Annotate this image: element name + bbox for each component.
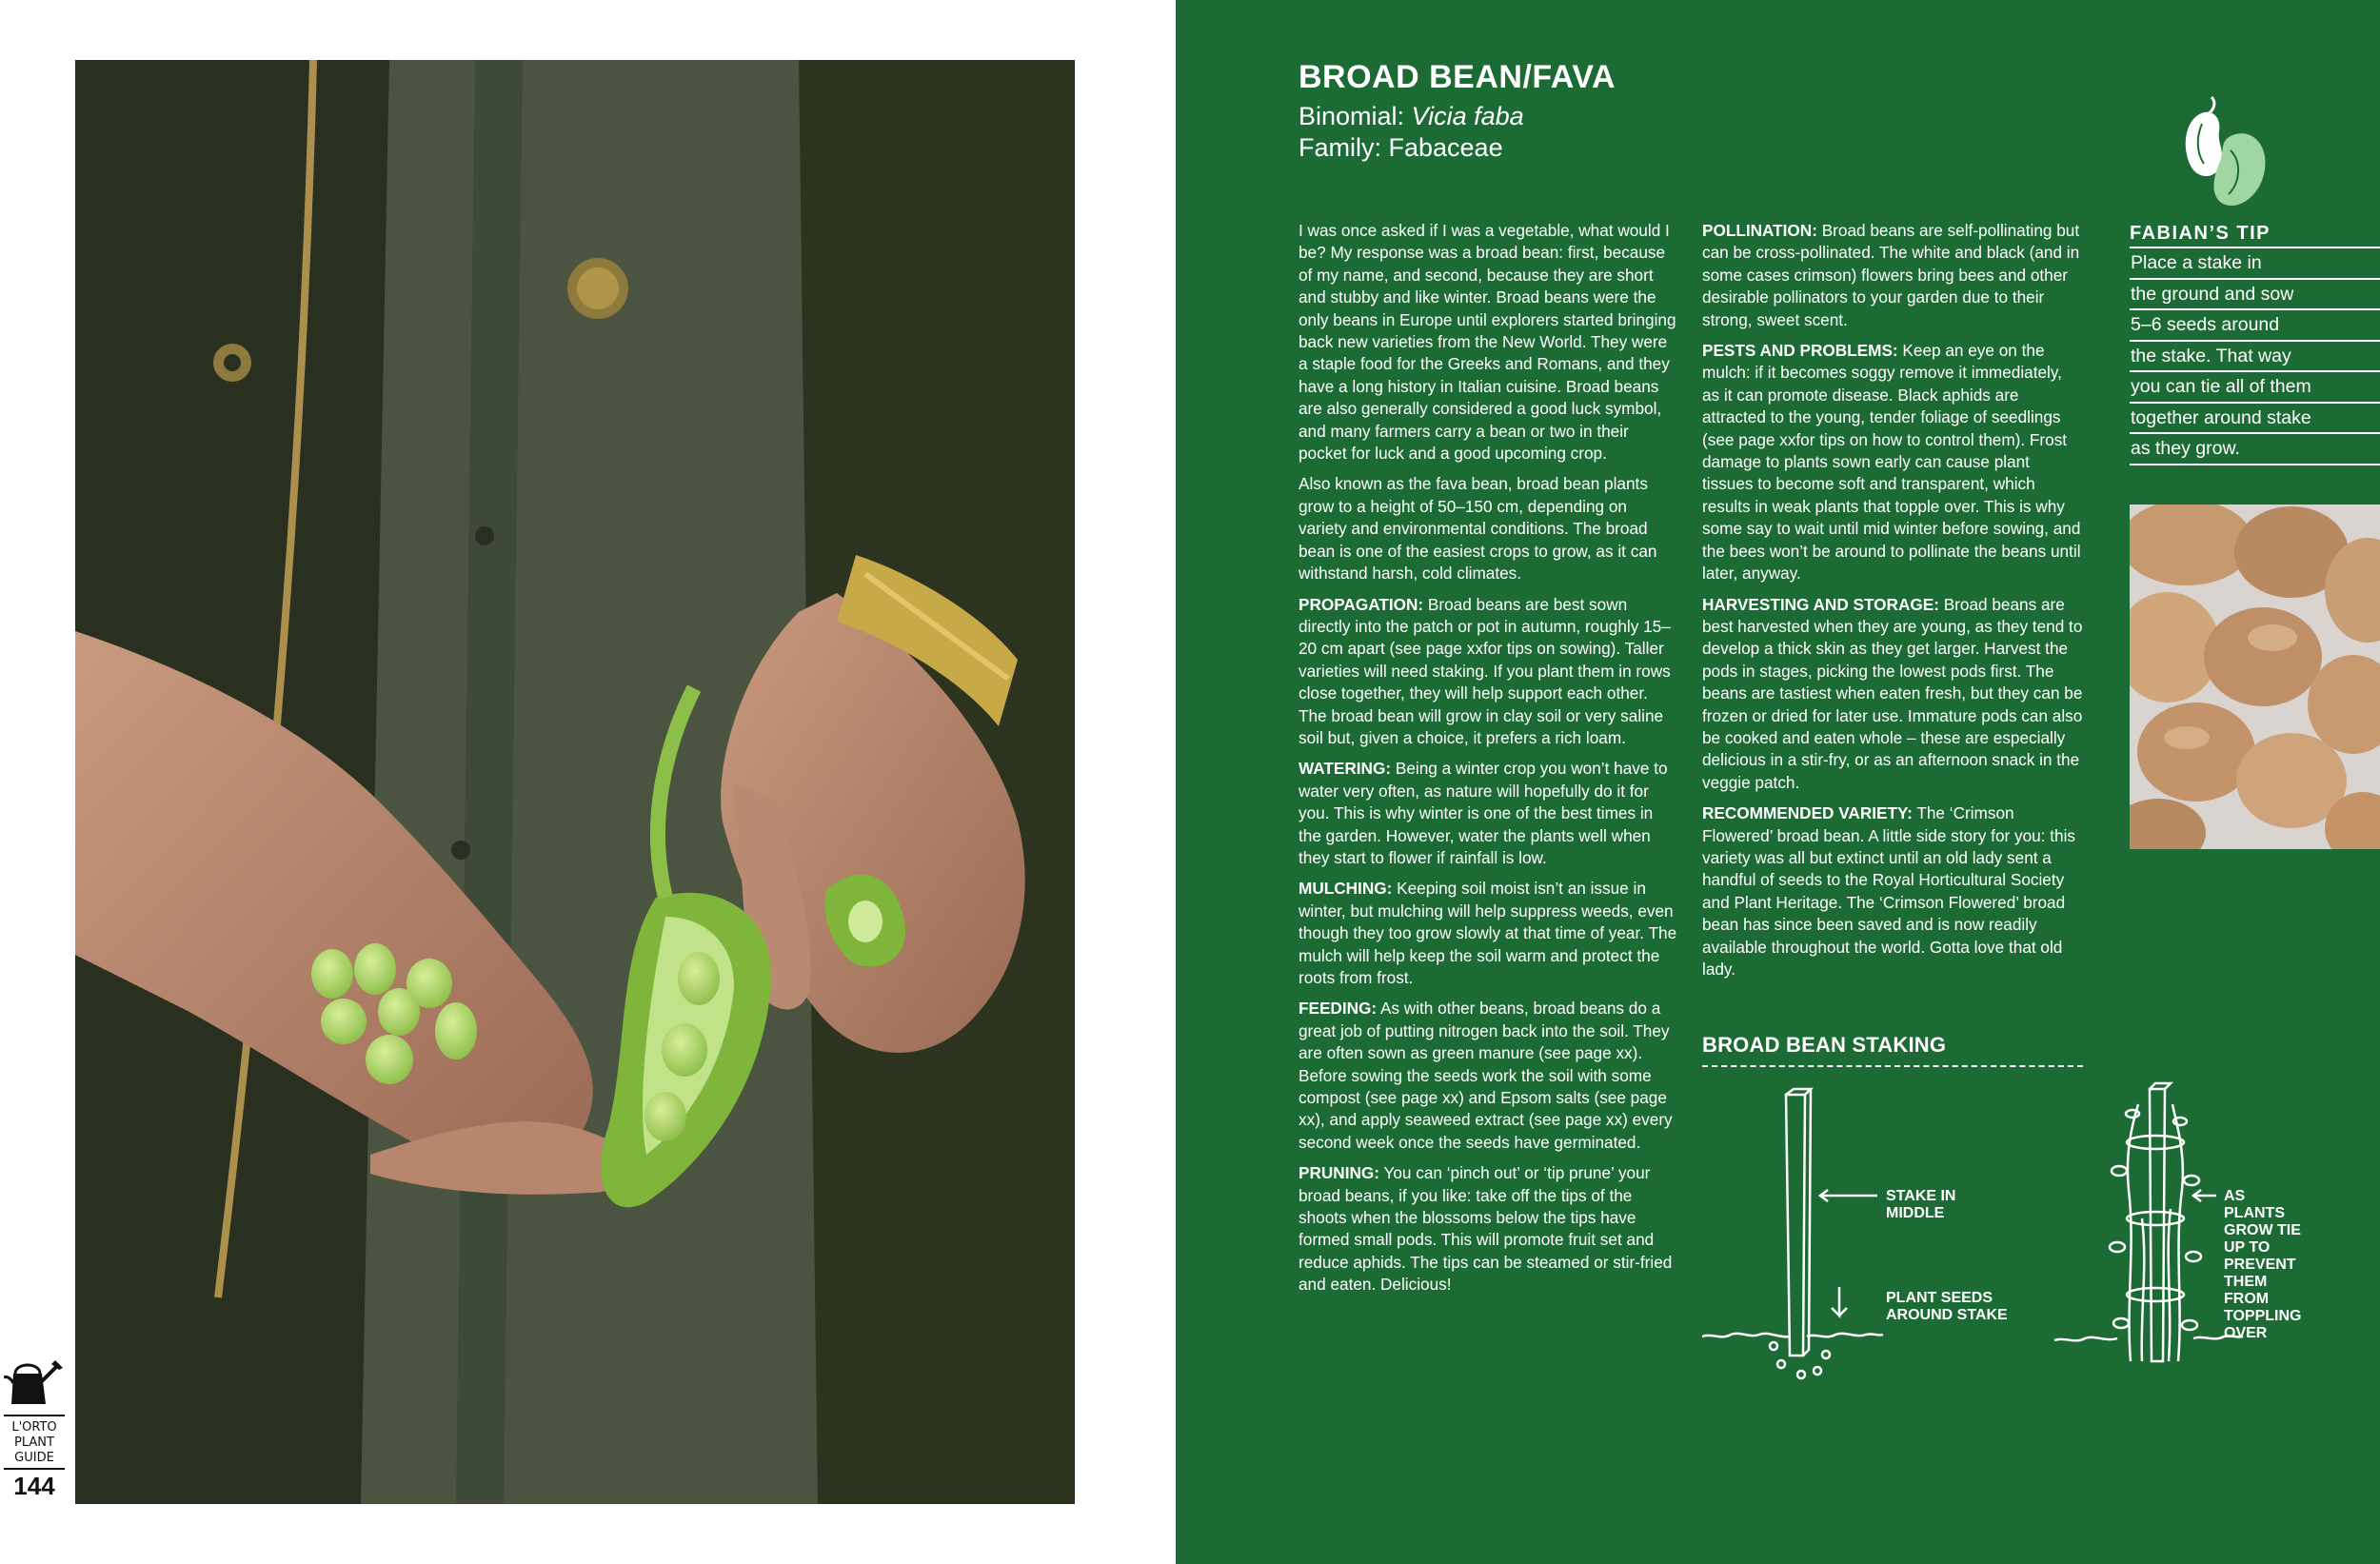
family-line: Family: Fabaceae <box>1299 133 1503 162</box>
pests-paragraph <box>1702 340 2083 584</box>
dried-broad-beans-photo <box>2130 505 2380 849</box>
tip-line: the ground and sow <box>2130 281 2380 311</box>
tip-line: the stake. That way <box>2130 343 2380 373</box>
section-label: PROPAGATION: <box>1299 594 1424 614</box>
feeding-paragraph <box>1299 998 1679 1154</box>
section-text: As with other beans, broad beans do a great job of putting nitrogen back into the soil. They are often sown as green manure (see page xx). Before sowing the seeds work the soil with some compost (see page xx) and Epsom salts (see page xx), and apply seaweed extract (see page xx) every second week once the seeds have germinated. <box>1299 999 1673 1152</box>
label-line: STAKE IN <box>1886 1188 1956 1204</box>
section-label: FEEDING: <box>1299 999 1378 1019</box>
text-column-1 <box>1299 220 1679 1305</box>
section-label: WATERING: <box>1299 759 1392 779</box>
binomial-line <box>1299 101 1524 132</box>
book-footer <box>4 1356 65 1501</box>
binomial-name: Vicia faba <box>1411 102 1524 130</box>
binomial-label: Binomial: <box>1299 102 1405 130</box>
intro-paragraph: I was once asked if I was a vegetable, what would I be? My response was a broad bean: first, because of my name, and second, because they are short and stubby and like winter. Broad beans were the only beans in Europe until explorers started bringing back new varieties from the New World. They were a staple food for the Greeks and Romans, and they have a long history in Italian cuisine. Broad beans are also generally considered a good luck symbol, and many farmers carry a bean or two in their pocket for luck and a good upcoming crop. <box>1299 221 1676 464</box>
section-text: Broad beans are self-pollinating but can be cross-pollinated. The white and black (and in some cases crimson) flowers bring bees and other desirable pollinators to your garden due to their strong, sweet scent. <box>1702 221 2080 329</box>
section-text: You can ‘pinch out’ or ‘tip prune’ your broad beans, if you like: take off the tips of the shoots when the blossoms below the tips have formed small pods. This will promote fruit set and reduce aphids. The tips can be steamed or stir-fried and eaten. Delicious! <box>1299 1163 1673 1295</box>
propagation-paragraph <box>1299 594 1679 750</box>
tip-line: 5–6 seeds around <box>2130 311 2380 342</box>
section-label: HARVESTING AND STORAGE: <box>1702 594 1939 614</box>
staking-diagram <box>1702 1076 2302 1390</box>
section-text: Broad beans are best harvested when they are young, as they tend to develop a thick skin as they get larger. Harvest the pods in stages, picking the lowest pods first. The beans are tastiest when eaten fresh, but they can be frozen or dried for later use. Immature pods can also be cooked and eaten whole – these are especially delicious in a stir-fry, or as an afternoon snack in the veggie patch. <box>1702 594 2083 792</box>
label-line: MIDDLE <box>1886 1205 1945 1221</box>
book-brand: L'ORTO PLANT GUIDE <box>4 1415 65 1466</box>
hands-with-broad-beans-photo <box>75 60 1075 1504</box>
text-column-2 <box>1702 220 2083 989</box>
label-line: PLANT SEEDS <box>1886 1290 1993 1306</box>
harvesting-paragraph <box>1702 594 2083 795</box>
label-line: AS PLANTS <box>2224 1188 2285 1221</box>
watering-paragraph <box>1299 758 1679 869</box>
plant-subtitle <box>1299 101 1524 164</box>
section-label: MULCHING: <box>1299 879 1393 899</box>
left-page <box>0 0 1176 1564</box>
seeds-label <box>1886 1290 2008 1324</box>
staking-illustration <box>1702 1076 2292 1390</box>
section-text: Keeping soil moist isn’t an issue in winter, but mulching will help suppress weeds, even though they too grow slowly at that time of year. The mulch will help keep the soil warm and protect the roots from frost. <box>1299 879 1677 987</box>
tip-line: Place a stake in <box>2130 249 2380 280</box>
section-text: Being a winter crop you won’t have to water very often, as nature will hopefully do it for you. This is why winter is one of the best times in the garden. However, water the plants well when they start to flower if rainfall is low. <box>1299 759 1668 867</box>
label-line: AROUND STAKE <box>1886 1307 2008 1323</box>
watering-can-icon <box>4 1356 65 1406</box>
stake-label <box>1886 1188 1955 1222</box>
label-line: GROW TIE UP TO <box>2224 1222 2301 1256</box>
label-line: OVER <box>2224 1325 2268 1341</box>
tip-line: as they grow. <box>2130 435 2380 465</box>
section-label: PRUNING: <box>1299 1163 1379 1183</box>
page-number: 144 <box>4 1468 65 1501</box>
tip-line: you can tie all of them <box>2130 373 2380 404</box>
tip-line: together around stake <box>2130 405 2380 435</box>
pollination-paragraph <box>1702 220 2083 331</box>
staking-heading: BROAD BEAN STAKING <box>1702 1033 2083 1067</box>
label-line: PREVENT THEM <box>2224 1257 2296 1290</box>
fabians-tip-box <box>2130 223 2380 465</box>
section-label: RECOMMENDED VARIETY: <box>1702 803 1913 823</box>
section-label: POLLINATION: <box>1702 221 1817 240</box>
section-label: PESTS AND PROBLEMS: <box>1702 341 1898 361</box>
page-title: BROAD BEAN/FAVA <box>1299 59 1616 95</box>
label-line: FROM TOPPLING <box>2224 1291 2302 1324</box>
variety-paragraph <box>1702 802 2083 980</box>
intro-paragraph: Also known as the fava bean, broad bean plants grow to a height of 50–150 cm, depending on variety and environmental conditions. The broad bean is one of the easiest crops to grow, as it can withstand harsh, cold climates. <box>1299 474 1657 584</box>
right-page <box>1176 0 2380 1564</box>
pruning-paragraph <box>1299 1162 1679 1296</box>
section-text: Keep an eye on the mulch: if it becomes soggy remove it immediately, as it can promote disease. Black aphids are attracted to the young, tender foliage of seedlings (see page xxfor tips on how to control them). Frost damage to plants sown early can cause plant tissues to become soft and transparent, which results in weak plants that topple over. This is why some say to wait until mid winter before sowing, and the bees won’t be around to pollinate the beans until later, anyway. <box>1702 341 2081 584</box>
tip-heading: FABIAN’S TIP <box>2130 223 2380 248</box>
grow-label <box>2224 1188 2302 1342</box>
broad-bean-icon <box>2175 93 2271 211</box>
mulching-paragraph <box>1299 878 1679 989</box>
section-text: The ‘Crimson Flowered’ broad bean. A little side story for you: this variety was all but extinct until an old lady sent a handful of seeds to the Royal Horticultural Society and Plant Heritage. The ‘Crimson Flowered’ broad bean has since been saved and is now readily available throughout the world. Gotta love that old lady. <box>1702 803 2076 979</box>
section-text: Broad beans are best sown directly into the patch or pot in autumn, roughly 15–20 cm apart (see page xxfor tips on sowing). Taller varieties will need staking. If you plant them in rows close together, they will help support each other. The broad bean will grow in clay soil or very saline soil but, given a choice, it prefers a rich loam. <box>1299 594 1671 747</box>
